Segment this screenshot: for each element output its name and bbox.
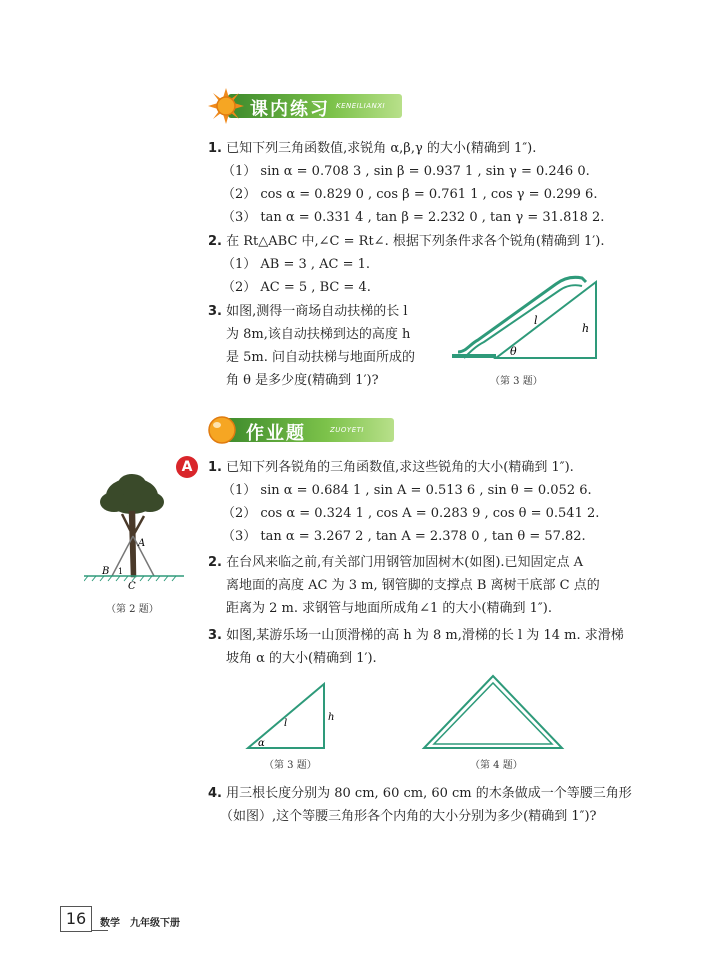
figure-label-theta: θ	[510, 345, 517, 358]
exercise-3-line-3: 是 5m. 问自动扶梯与地面所成的	[226, 350, 415, 365]
question-number: 3.	[208, 304, 222, 319]
tree-figure	[84, 472, 184, 592]
question-number: 1.	[208, 141, 222, 156]
figure-label-alpha: α	[258, 738, 265, 749]
section-subtitle: ZUOYETI	[330, 426, 364, 434]
question-number: 2.	[208, 555, 222, 570]
homework-4-line-2: （如图）,这个等腰三角形各个内角的大小分别为多少(精确到 1″)?	[220, 809, 597, 824]
section-banner-practice	[210, 94, 402, 118]
homework-1-item-3: （3） tan α = 3.267 2 , tan A = 2.378 0 , tan θ = 57.82.	[222, 529, 586, 544]
homework-1-item-2: （2） cos α = 0.324 1 , cos A = 0.283 9 , cos θ = 0.541 2.	[222, 506, 600, 521]
exercise-3-line-4: 角 θ 是多少度(精确到 1′)?	[226, 373, 379, 388]
question-number: 2.	[208, 234, 222, 249]
figure-label-l: l	[534, 314, 538, 327]
homework-4-line-1	[208, 785, 632, 803]
isosceles-triangle-figure	[418, 672, 568, 752]
figure-label-h: h	[328, 712, 335, 723]
slide-triangle-figure	[240, 678, 350, 754]
exercise-1	[208, 140, 536, 158]
orange-ball-icon	[206, 414, 238, 446]
triangle-inner	[434, 683, 552, 744]
exercise-1-item-3: （3） tan α = 0.331 4 , tan β = 2.232 0 , tan γ = 31.818 2.	[222, 210, 605, 225]
homework-1-item-1: （1） sin α = 0.684 1 , sin A = 0.513 6 , sin θ = 0.052 6.	[222, 483, 592, 498]
exercise-1-item-2: （2） cos α = 0.829 0 , cos β = 0.761 1 , cos γ = 0.299 6.	[222, 187, 598, 202]
exercise-2-item-1: （1） AB = 3 , AC = 1.	[222, 257, 371, 272]
section-title: 课内练习	[250, 99, 330, 120]
figure-caption: （第 4 题）	[470, 760, 523, 771]
figure-label-B: B	[102, 566, 110, 577]
question-text: 如图,测得一商场自动扶梯的长 l	[226, 304, 408, 319]
figure-label-l: l	[284, 718, 288, 729]
question-text: 在 Rt△ABC 中,∠C = Rt∠. 根据下列条件求各个锐角(精确到 1′).	[226, 234, 605, 249]
question-text: 已知下列三角函数值,求锐角 α,β,γ 的大小(精确到 1″).	[226, 141, 537, 156]
exercise-2	[208, 233, 604, 251]
homework-2-line-2: 离地面的高度 AC 为 3 m, 钢管脚的支撑点 B 离树干底部 C 点的	[226, 578, 600, 593]
question-number: 1.	[208, 460, 222, 475]
question-number: 4.	[208, 786, 222, 801]
question-text: 用三根长度分别为 80 cm, 60 cm, 60 cm 的木条做成一个等腰三角形	[226, 786, 632, 801]
homework-2-line-1	[208, 554, 583, 572]
exercise-3-line-1	[208, 303, 408, 321]
homework-2-line-3: 距离为 2 m. 求钢管与地面所成角∠1 的大小(精确到 1″).	[226, 601, 552, 616]
escalator-base	[452, 354, 496, 358]
homework-3-line-2: 坡角 α 的大小(精确到 1′).	[226, 651, 377, 666]
figure-caption: （第 3 题）	[490, 376, 543, 387]
tree-canopy	[100, 474, 164, 514]
figure-label-A: A	[138, 538, 146, 549]
page-number: 16	[60, 906, 92, 932]
sun-icon	[208, 88, 244, 124]
triangle-outer	[424, 676, 562, 748]
badge-label: A	[181, 459, 193, 475]
homework-3-line-1	[208, 627, 624, 645]
exercise-2-item-2: （2） AC = 5 , BC = 4.	[222, 280, 371, 295]
figure-caption: （第 3 题）	[264, 760, 317, 771]
figure-label-C: C	[128, 581, 136, 592]
question-text: 如图,某游乐场一山顶滑梯的高 h 为 8 m,滑梯的长 l 为 14 m. 求滑梯	[226, 628, 624, 643]
figure-caption: （第 2 题）	[106, 604, 159, 615]
section-title: 作业题	[246, 423, 306, 444]
exercise-1-item-1: （1） sin α = 0.708 3 , sin β = 0.937 1 , sin γ = 0.246 0.	[222, 164, 590, 179]
section-banner-homework	[206, 418, 398, 442]
figure-label-1: 1	[118, 567, 124, 576]
book-title: 数学 九年级下册	[100, 918, 180, 929]
figure-label-h: h	[582, 322, 590, 335]
question-text: 在台风来临之前,有关部门用钢管加固树木(如图).已知固定点 A	[226, 555, 584, 570]
escalator-rail	[458, 277, 586, 352]
question-number: 3.	[208, 628, 222, 643]
homework-1	[208, 459, 574, 477]
section-subtitle: KENEILIANXI	[336, 102, 386, 110]
question-text: 已知下列各锐角的三角函数值,求这些锐角的大小(精确到 1″).	[226, 460, 574, 475]
exercise-3-line-2: 为 8m,该自动扶梯到达的高度 h	[226, 327, 411, 342]
escalator-figure	[448, 266, 608, 366]
